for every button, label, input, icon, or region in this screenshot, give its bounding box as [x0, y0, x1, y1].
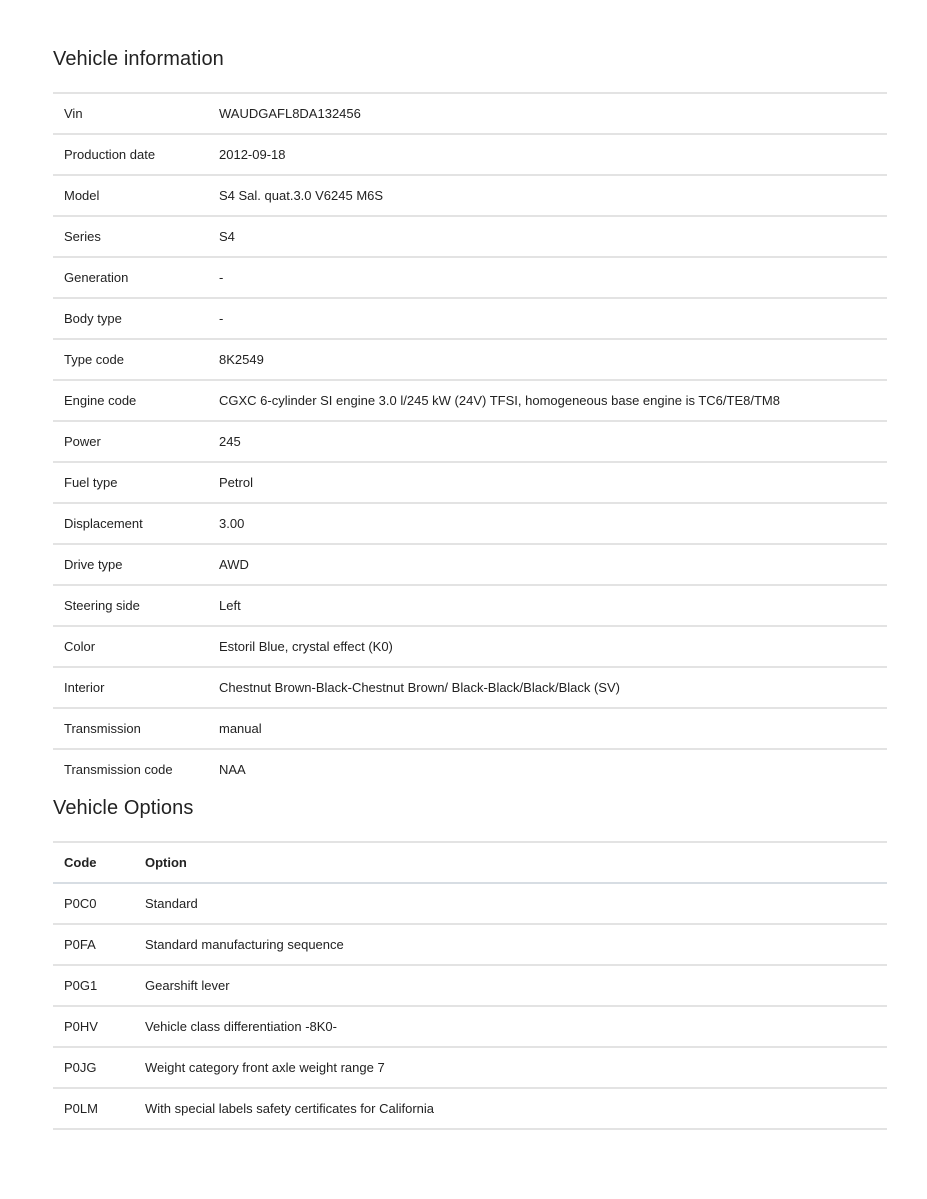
info-row-generation — [53, 257, 887, 298]
info-value: 2012-09-18 — [208, 134, 887, 175]
info-value: Left — [208, 585, 887, 626]
info-value: S4 — [208, 216, 887, 257]
info-label: Power — [53, 421, 208, 462]
info-label: Production date — [53, 134, 208, 175]
info-row-engine-code — [53, 380, 887, 421]
vehicle-options-table — [53, 841, 887, 1130]
info-label: Transmission code — [64, 762, 173, 777]
info-value: 8K2549 — [208, 339, 887, 380]
option-code: P0LM — [53, 1088, 134, 1129]
table-row — [53, 965, 887, 1006]
info-row-model — [53, 175, 887, 216]
option-code: P0HV — [53, 1006, 134, 1047]
info-row-transmission — [53, 708, 887, 749]
vehicle-information-title: Vehicle information — [53, 48, 224, 70]
info-label: Drive type — [53, 544, 208, 585]
info-value: - — [208, 298, 887, 339]
info-row-fuel-type — [53, 462, 887, 503]
table-row — [53, 924, 887, 965]
info-value: S4 Sal. quat.3.0 V6245 M6S — [208, 175, 887, 216]
info-value: Estoril Blue, crystal effect (K0) — [208, 626, 887, 667]
vehicle-options-title: Vehicle Options — [53, 797, 194, 819]
info-label: Type code — [53, 339, 208, 380]
info-label: Series — [53, 216, 208, 257]
info-row-production-date — [53, 134, 887, 175]
info-label: Generation — [53, 257, 208, 298]
option-description: Standard manufacturing sequence — [134, 924, 887, 965]
info-value: - — [208, 257, 887, 298]
info-value: 3.00 — [208, 503, 887, 544]
info-row-drive-type — [53, 544, 887, 585]
option-code: P0G1 — [53, 965, 134, 1006]
table-row — [53, 883, 887, 924]
table-row — [53, 1088, 887, 1129]
info-value: manual — [208, 708, 887, 749]
info-value: AWD — [208, 544, 887, 585]
option-description: With special labels safety certificates for California — [134, 1088, 887, 1129]
info-value: Chestnut Brown-Black-Chestnut Brown/ Black-Black/Black/Black (SV) — [208, 667, 887, 708]
info-value: 245 — [208, 421, 887, 462]
info-value: NAA — [219, 762, 246, 777]
info-value: CGXC 6-cylinder SI engine 3.0 l/245 kW (24V) TFSI, homogeneous base engine is TC6/TE8/TM8 — [208, 380, 887, 421]
info-label: Model — [53, 175, 208, 216]
info-label: Fuel type — [53, 462, 208, 503]
info-label: Color — [53, 626, 208, 667]
option-description: Weight category front axle weight range 7 — [134, 1047, 887, 1088]
option-code: P0C0 — [53, 883, 134, 924]
info-row-vin — [53, 93, 887, 134]
option-column-header: Option — [134, 842, 887, 883]
options-header-row — [53, 842, 887, 883]
info-row-interior — [53, 667, 887, 708]
info-label: Transmission — [53, 708, 208, 749]
info-row-body-type — [53, 298, 887, 339]
option-description: Standard — [134, 883, 887, 924]
option-code: P0FA — [53, 924, 134, 965]
info-row-color — [53, 626, 887, 667]
info-row-transmission-code — [53, 749, 887, 789]
table-row — [53, 1006, 887, 1047]
table-row — [53, 1047, 887, 1088]
info-value: Petrol — [208, 462, 887, 503]
info-label: Engine code — [53, 380, 208, 421]
info-label: Steering side — [53, 585, 208, 626]
option-code: P0JG — [53, 1047, 134, 1088]
info-row-displacement — [53, 503, 887, 544]
info-row-type-code — [53, 339, 887, 380]
option-description: Gearshift lever — [134, 965, 887, 1006]
info-label: Vin — [53, 93, 208, 134]
info-label: Interior — [53, 667, 208, 708]
code-column-header: Code — [53, 842, 134, 883]
info-row-series — [53, 216, 887, 257]
info-value: WAUDGAFL8DA132456 — [208, 93, 887, 134]
info-row-power — [53, 421, 887, 462]
option-description: Vehicle class differentiation -8K0- — [134, 1006, 887, 1047]
vehicle-information-table — [53, 92, 887, 789]
info-row-steering-side — [53, 585, 887, 626]
info-label: Displacement — [53, 503, 208, 544]
info-label: Body type — [53, 298, 208, 339]
